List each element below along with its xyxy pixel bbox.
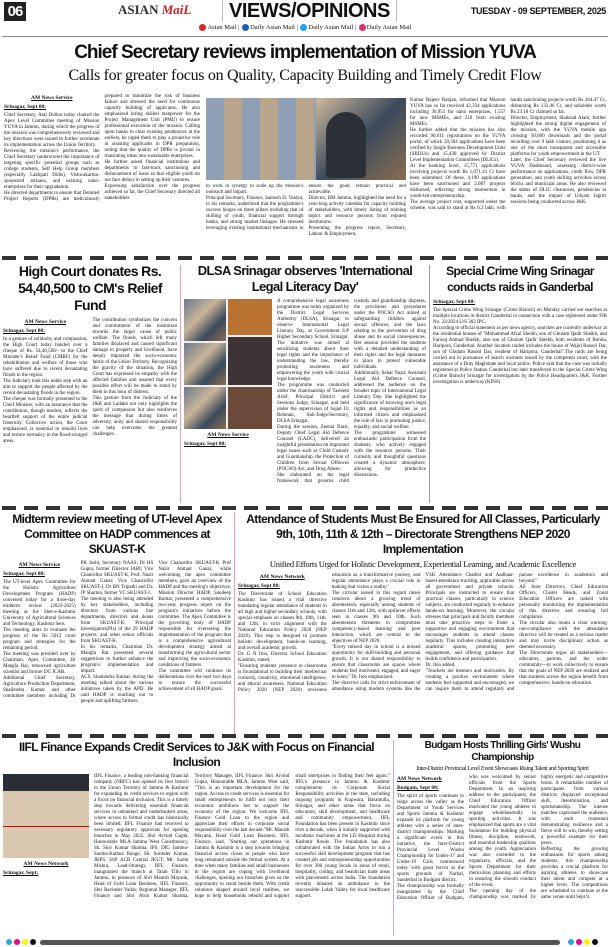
- collage-image: [228, 387, 272, 429]
- column-rule: [429, 265, 430, 503]
- byline: AM News Service: [24, 319, 67, 325]
- article-paragraph: The circular also issues a clear warning: non-compliance with the attendance directive will be treated as a serious matter and may invite disciplinary action as deemed necessary.: [519, 621, 608, 650]
- article-paragraph: During the session, Zeenat Nazir, Deputy Chief Legal Aid Defence Counsel (LADC), delivered an insightful presentation on important legal issues such as Child Custody and Guardianship, the Protection of Children from Sexual Offences (POCSO) Act, and Drug Abuse.: [277, 425, 349, 472]
- attendance-headline: Attendance of Students Must Be Ensured for All Classes, Particularly 9th, 10th, 11th & 12th – Directorate Strengthens NEP 2020 Implementation: [246, 512, 600, 556]
- dateline: Srinagar, Sept 08:: [3, 328, 46, 334]
- iifl-headline: IIFL Finance Expands Credit Services to J&K with Focus on Financial Inclusion: [19, 740, 374, 769]
- attendance-subhead: Unified Efforts Urged for Holistic Development, Experiential Learning, and Academic Excellence: [269, 559, 577, 569]
- article-paragraph: The opening day of the championship was marked by highly energetic and competitive bouts. A remarkable number of participants from various districts displayed exceptional skill, determination, and sportsmanship. The intense matches captivated the audience, with each contestant demonstrating resilience and a fierce will to win, thereby setting a powerful example for their peers.: [469, 775, 608, 900]
- logo-text: ASIAN: [118, 2, 159, 17]
- byline: AM News Network: [397, 776, 442, 782]
- black-registration-dot: [30, 939, 36, 945]
- article-paragraph: The meeting aims to evaluate the progress of the Rs 5012 crore program and strategies for the remaining period.: [3, 628, 76, 651]
- social-twitter[interactable]: Daily Asian Mail: [308, 24, 354, 31]
- hadp-article: [3, 512, 231, 705]
- crime-article: [433, 263, 607, 386]
- print-registration-bar: [40, 940, 560, 945]
- byline: AM News Service: [18, 562, 61, 568]
- social-facebook[interactable]: Daily Asian Mail: [250, 24, 295, 31]
- article-paragraph: The programme witnessed enthusiastic participation from the students, who actively engaged with the resource persons. Their curiosity and thoughtful questions created a dynamic atmosphere, allowing for productive discussions.: [354, 431, 426, 478]
- byline: AM News Service: [207, 432, 249, 438]
- dlsa-photo-collage: [184, 299, 272, 429]
- collage-image: [184, 299, 226, 341]
- dateline: Srinagar, Sept;: [3, 870, 39, 876]
- lead-photo: [206, 98, 406, 180]
- article-paragraph: "Ensuring students' presence in classrooms is foundational to building their intellectual curiosity, creativity, emotional intelligence, and ethical awareness. National Education Policy 2020 (NEP 2020) envisions education as a transformative journey, and regular attendance plays a crucial role in making that vision a reality.": [238, 573, 421, 693]
- page-number: 06: [4, 2, 26, 21]
- article-paragraph: She elaborated on the legal framework that governs child custody and guardianship disputes, the provisions and procedures under the POCSO Act aimed at safeguarding children against sexual offences, and the laws relating to the prevention of drug abuse and its social consequences. Her session provided the students with a detailed understanding of their rights and the legal measures in place to protect vulnerable individuals.: [277, 299, 426, 484]
- highcourt-article: [3, 263, 177, 445]
- article-paragraph: The meeting is also being attended by key stakeholders, including directors from various line departments, directors and deans from SKUAST-K, Principal Investigators(PIs) of the 29 HADP projects, and other senior officials from SKUAST-K.: [80, 597, 154, 644]
- official-portrait-image: [326, 112, 366, 178]
- article-paragraph: The Directorate urges all stakeholders—educators, parents, and the wider community—to work collectively to ensure that the goals of NEP 2020 are realized and that students across the region benefit from comprehensive, hands-on education.: [519, 651, 608, 686]
- article-paragraph: Vice Chancellor SKUAST-K Prof Nazir Ahmad Ganai, while welcoming the apex committee members, gave an overview of the HADP and the meeting's objectives. Mission Director HADP, Sandeep Kumar, presented a comprehensive two-year progress report on the program's initiatives before the committee. The Apex Committee is the governing body of HADP responsible for overseeing the implementation of the program that is a comprehensive agricultural development strategy aimed at transforming the agricultural sector and improving the socio-economic conditions of farmers.: [158, 561, 231, 668]
- article-paragraph: ACS, Shailendra Kumar, during the meeting talked about the various initiatives taken by the APD. He said HADP is reaching out to people and uplifting farmers.: [80, 675, 154, 704]
- magenta-registration-dot: [14, 939, 20, 945]
- yellow-registration-dot: [22, 939, 28, 945]
- article-paragraph: According to official statement as per news agency, searches are currently underway at the residential houses of "Mohammad Afzal Sheikh, son of Ghulam Qadir Sheikh, and Farooq Ahmad Sheikh, also son of Ghulam Qadir Sheikh, both residents of Bonila, Haripora, Ganderbal. Another location raided includes the house of Wajid Rasool Dar, son of Ghulam Rasool Dar, resident of Haripora, Ganderbal".The raids are being carried out in pursuance of search warrants issued by the competent court, with the assistance of a Duty Magistrate and local police. Police said that the case was initially registered at Police Station Ganderbal but later transferred to the Special Crime Wing (Crime Branch) Srinagar for investigation by the Police Headquarters J&K. Further investigation is underway.(KINS): [433, 326, 607, 385]
- article-paragraph: Later, the Chief Secretary reviewed the live YUVA Dashboard, assessing district-wise performance on applications, credit flow, DPR generation, and youth skilling activities across blocks and municipal areas. He also reviewed the status of DLIC clearances, pendencies at banks, and the impact of Udyam Jagriti sessions being conducted across J&K.: [510, 158, 606, 205]
- article-paragraph: At the banking level, 15,771 applications involving projects worth Rs 1,071.43 Cr have been submitted. Of these, 4,190 applications have been sanctioned and 2,087 projects disbursed, reflecting strong momentum in youth-led entrepreneurship.: [410, 164, 506, 199]
- iifl-article: [3, 740, 390, 900]
- article-paragraph: The programme was conducted under the chairmanship of Tasleem Arief, Principal District and Sessions Judge, Srinagar, and held under the supervision of Sajad Ur Rehman, Sub-Judge/Secretary, DLSA Srinagar.: [277, 383, 349, 424]
- article-paragraph: IIFL Finance, a leading non-banking financial company (NBFC) has opened its first branch in the Union Territory of Jammu & Kashmir for expanding its credit services to region with a focus on financial inclusion. This is a timely step towards delivering essential financial services in unbanked and underbanked areas, where access to formal credit has historically been limited. IIFL Finance had received to necessary regulatory approvals for opening branches in May 2025. Shri Arvind Gupta, Honourable MLA Jammu West Constituency, Sh. Shiv Kumar Sharma, IPS, DIG Jammu-Samba-Kathua Range, Sh. Surinder Kumar, JKPS, SSP ACB Central JKUT, Mr. Sumit Mishra, Lead-Strategy, IIFL Finance, inaugurated the branch at Talab Tillo in Jammu, in presence of Shri Manish Mayank, Head of Gold Loan Business, IIFL Finance, Shri Ravinder Yadav, Regional Manager, IIFL Finance and Shri Arun Kumar Sharma, Territory Manager, IIFL Finance. Shri Arvind Gupta, Honourable MLA, Jammu West said, "This is an important development for the region. Access to credit services is essential for small entrepreneurs to fulfil not only their economic ambitions but to support the economy of the region. We welcome IIFL Finance Gold Loan to the region and appreciate their efforts in corporate social responsibility over the last decade."Mr. Manish Mayank, Head Gold Loan Business, IIFL Finance, said, "Starting our operations in Jammu & Kashmir is a step towards bringing financial access closer to people who have long remained outside the formal system. At a time when many families and small businesses in the region are coping with livelihood challenges, opening our branches gives us the opportunity to stand beside them. With credit solutions shaped around local realities, we hope to help households rebuild and support small enterprises in finding their feet again." IIFL's presence in Jammu & Kashmir complements its Corporate Social Responsibility activities in the state, including ongoing programs in Kupwara, Baramulla, Srinagar, and other areas that focus on education, skill development, and healthcare and community empowerment. IIFL Foundation has been present in Kashmir since over a decade, when it initially supported with incubator machines at the LD Hospital during Kashmir floods. The foundation has also collaborated with the Indian Army to run a successful skill development program that has created job and entrepreneurship opportunities for over 300 young locals in areas of retail, hospitality, coding, and beautician trade areas with placements across India. The foundation recently donated an ambulance in the inaccessible Lolab Valley for local healthcare support.: [94, 774, 390, 899]
- article-paragraph: In his remarks, Chairman Dr. Mangla Rai presented several suggestions to further enhance the program's implementation and impact.: [80, 645, 154, 674]
- article-paragraph: Reflecting the growing enthusiasm for sports among students, this championship provides a crucial platform for aspiring athletes to showcase their talent and compete at a higher level. The competitions are scheduled to continue at the same venue until Sept 9.: [541, 847, 608, 900]
- article-paragraph: The contribution symbolizes the concern and commitment of the institution towards the larger cause of public welfare. The floods, which left many families displaced and caused significant damage to property and livelihood, have deeply impacted the socio-economic fabric of the Union Territory. Recognizing the gravity of the situation, the High Court has expressed its empathy with the affected families and assured that every possible effort will be made to stand by them in this hour of distress.: [92, 318, 177, 395]
- iifl-byline-box: [3, 861, 89, 876]
- article-paragraph: All Joint Directors, Chief Education Officers, Cluster Heads, and Zonal Education Officers are tasked with personally monitoring the implementation of this directive and ensuring full compliance.: [519, 585, 608, 620]
- dlsa-body: [277, 299, 426, 485]
- masthead-logo: [118, 2, 191, 18]
- dateline: Srinagar, Sept 08:: [4, 104, 47, 110]
- yellow-registration-dot: [584, 939, 590, 945]
- article-paragraph: The championship was formally inaugurated by the Chief Education Officer of Budgam, who was welcomed by senior officials from the Sports Department. In an inspiring address to the participants, the Chief Education Officer motivated the young athletes to engage wholeheartedly in sporting activities. It was emphasized that sports are a vital foundation for building physical fitness, discipline, teamwork, and essential leadership qualities among the youth. Appreciation was also extended to the organizers, officials, and the Sports Department for their meticulous planning and efforts in ensuring the smooth conduct of the event.: [397, 775, 536, 901]
- column-rule: [393, 740, 394, 936]
- budgam-subhead: Inter-District Provincial Level Event Showcases Rising Talent and Sporting Spirit: [416, 766, 589, 772]
- issue-date: TUESDAY - 09 SEPTEMBER, 2025: [470, 6, 606, 16]
- crime-headline: Special Crime Wing Srinagar conducts raids in Ganderbal: [446, 264, 594, 294]
- article-paragraph: Dr. G N Itoo, Director School Education Kashmir, stated,: [238, 652, 327, 663]
- iifl-inauguration-photo: [3, 774, 89, 858]
- collage-image: [184, 343, 226, 385]
- article-paragraph: The average project cost, supported under the scheme, was said to stand at Rs 6.3 lakh, with banks sanctioning projects worth Rs 264.47 Cr, disbursing Rs 133.46 Cr, and subsidies worth Rs 23.18 Cr claimed so far.: [410, 98, 606, 211]
- article-paragraph: Presenting the progress report, Secretary, Labour & Employment,: [308, 226, 406, 237]
- section-divider: [2, 256, 608, 260]
- byline: AM News Network: [23, 861, 69, 867]
- article-paragraph: Chief Secretary, Atal Dulloo today chaired the Apex Level Committee meeting of Mission YUVA in Jammu, during which the progress of the mission was comprehensively reviewed and key directions were issued to further accelerate its implementation across the Union Territory.: [4, 113, 100, 148]
- article-paragraph: This gesture from the Judiciary of the J&K and Ladakh not only highlights the spirit of compassion but also reinforces the message that during times of adversity, unity and shared responsibility can help overcome the greatest challenges.: [92, 396, 177, 437]
- lead-body-center: [206, 184, 406, 238]
- lead-body-left: [4, 94, 200, 203]
- attendance-article: [238, 512, 608, 694]
- collage-image: [228, 337, 272, 385]
- article-paragraph: to work in synergy to scale up the mission's outreach and impact.: [206, 184, 304, 195]
- byline: AM News Service: [30, 95, 73, 101]
- article-paragraph: He directed departments to ensure that Detailed Project Reports (DPRs) are meticulously prepared to minimize the risk of business failure and stressed the need for continuous capacity building of applicants. He also emphasized hiring skilled manpower for the Project Management Unit (PMU) to ensure professional execution of the mission. Calling upon banks to clear existing pendencies at the earliest, he urged them to play a proactive role in assisting applicants in DPR preparation, noting that the quality of DPRs is pivotal in translating ideas into sustainable enterprises.: [4, 94, 200, 202]
- video-conference-image: [206, 98, 316, 180]
- dateline: Srinagar, Sept 08:: [184, 441, 227, 447]
- instagram-icon: [359, 24, 366, 31]
- dateline: Srinagar, Sept 08:: [238, 583, 281, 589]
- article-paragraph: The spirit of sports continues to surge across the valley as the Department of Youth Services and Sports Jammu & Kashmir expands its platform for young athletes with a series of inter-district championships. Marking a significant event in this initiative, the Inter-District Provincial Level Wushu Championship for Under-17 and Under-19 Girls commenced today with great fervor at the sports grounds of Narbal, Sanderbal in Budgam district.: [397, 794, 464, 883]
- article-paragraph: Kumar Rajeev Ranjan, informed that Mission YUVA has so far received 42,334 applications including 36,951 for nano enterprises, 1,557 for new MSMEs, and 210 from existing MSMEs.: [410, 98, 506, 127]
- cyan-registration-dot: [6, 939, 12, 945]
- dateline: Budgam, Sept 08:: [397, 785, 439, 791]
- article-paragraph: Director, IIM Jammu, highlighted the need for a year-long activity calendar for capacity building of stakeholders, with timely listing of training topics and resource persons from reputed institutions.: [308, 196, 406, 225]
- article-paragraph: The circular issued in this regard raises concerns about a growing trend of absenteeism, especially among students of classes 11th and 12th, with spillover effects seen in classes 9th and 10th. Such absenteeism threatens to compromise competency-based learning and peer interaction, which are central to the objectives of NEP 2020.: [331, 591, 421, 644]
- column-rule: [180, 265, 181, 503]
- byline: AM News Network: [259, 574, 305, 580]
- logo-text-accent: MaiL: [161, 2, 192, 17]
- attendance-body: [238, 573, 608, 694]
- magenta-registration-dot: [576, 939, 582, 945]
- black-registration-dot: [592, 939, 598, 945]
- lead-body-right: [410, 98, 606, 212]
- iifl-body: [94, 774, 390, 900]
- dlsa-article: [184, 263, 426, 485]
- article-paragraph: In a gesture of solidarity and compassion, the High Court today handed over a cheque of Rs. 54,40,500/- to the Chief Minister's Relief Fund (CMRF) for the rehabilitation and welfare of those who have suffered due to recent devastating floods in the region.: [3, 337, 88, 378]
- dlsa-byline-box: [184, 432, 272, 447]
- hadp-headline: Midterm review meeting of UT-level Apex Committee on HADP commences at SKUAST-K: [12, 512, 222, 556]
- dlsa-photo-column: [184, 299, 272, 450]
- section-divider: [2, 506, 608, 510]
- crime-body: [433, 299, 607, 386]
- article-paragraph: The meeting was presided over by Chairman, Apex Committee, Dr Mangla Rai, renowned agriculture scientist and former DG ICAR.: [3, 652, 76, 675]
- budgam-article: [397, 740, 608, 902]
- article-paragraph: A comprehensive legal awareness programme was today organized by the District Legal Services Authority (DLSA), Srinagar, to observe International Legal Literacy Day, at Government S.P Higher Secondary School, Srinagar.: [277, 299, 349, 340]
- social-youtube[interactable]: Asian Mail: [207, 24, 237, 31]
- article-paragraph: The Special Crime Wing Srinagar (Crime Branch) on Monday carried out searches at multiple locations in district Ganderbal in connection with a case registered under FIR No. 23/2024 U/S 302 IPC.: [433, 308, 607, 325]
- dateline: Srinagar, Sept 08:: [433, 299, 476, 305]
- article-paragraph: Director, Employment, Shahzad Alam, further highlighted the strong digital engagement of the mission, with the YUVA mobile app crossing 50,000 downloads and the portal recording over 9 lakh visitors, positioning it as one of the most transparent and accessible platforms for youth empowerment in the UT.: [510, 116, 606, 157]
- collage-image: [184, 387, 226, 429]
- article-paragraph: Dr. Itoo added,: [425, 663, 456, 668]
- budgam-body: [397, 775, 608, 902]
- article-paragraph: Additional Chief Secretary, Agriculture Production Department, Shailendra Kumar and other committee members including Dr PK Joshi, Secretary NAAS; Dr HS Gupta, former Director IARI; Vice Chancellor SKUAST-K, Prof. Nazir Ahmad Ganai; Vice Chancellor SKUAST-J, Dr BN Tripathi and Dr. JP Sharma, former VC SKUAST-J.: [3, 561, 154, 699]
- article-paragraph: The Directorate of School Education Kashmir has issued a vital directive mandating regular attendance of students in all high and higher secondary schools, with special emphasis on classes 9th, 10th, 11th, and 12th, in strict alignment with the National Education Policy 2020 (NEP 2020). This step is designed to promote holistic development, hands-on learning, and overall academic growth.: [238, 592, 327, 651]
- social-links: Asian Mail | Daily Asian Mail | Daily Asian Mail | Daily Asian Mail: [0, 24, 610, 31]
- article-paragraph: The Judiciary took this noble step with an aim to support the people affected by the recent devastating floods in the region.: [3, 379, 88, 396]
- article-paragraph: He further added that the mission has also recorded 90,611 registrations on the YUVA portal, of which 20,304 applications have been verified by Single Business Development Units (SBDUs) and 15,438 approved by District Level Implementation Committees (DLICs).: [410, 128, 506, 163]
- cyan-registration-dot: [568, 939, 574, 945]
- twitter-icon: [300, 24, 307, 31]
- article-paragraph: Expressing satisfaction over the progress achieved so far, the Chief Secretary directed all stakeholders: [104, 184, 200, 201]
- dlsa-headline: DLSA Srinagar observes 'International Legal Literacy Day': [197, 263, 413, 294]
- dateline: Srinagar, Sept 08:: [3, 571, 46, 577]
- column-rule: [234, 512, 235, 734]
- lead-headline: Chief Secretary reviews implementation of Mission YUVA: [74, 42, 536, 63]
- article-paragraph: Principal Secretary, Finance, Santosh D. Vaidya, in his remarks, underlined that the programme's success hinges on three pillars including that of skilling of youth, financial support through banks, and strong market linkages. He stressed leveraging existing institutional mechanisms to ensure the goals remain practical and achievable.: [206, 184, 406, 231]
- article-paragraph: The committee will continue its deliberations over the next two days to ensure the successful achievement of all HADP goals.: [158, 669, 231, 692]
- highcourt-headline: High Court donates Rs. 54,40,500 to CM's Relief Fund: [18, 263, 162, 313]
- highcourt-body: [3, 318, 177, 445]
- article-paragraph: The initiative was aimed at sensitizing students about their legal rights and the importance of understanding the law, thereby promoting awareness and empowering the youth with crucial legal knowledge.: [277, 341, 349, 382]
- article-paragraph: "Every missed day in school is a missed opportunity for skill-building and personal growth. It is our shared responsibility to ensure that classrooms are spaces where students feel motivated, engaged, and eager to learn," Dr. Itoo emphasized.: [331, 645, 421, 680]
- lead-subhead: Calls for greater focus on Quality, Capacity Building and Timely Credit Flow: [68, 67, 542, 84]
- iifl-photo-column: [3, 774, 89, 879]
- hadp-body: [3, 561, 231, 705]
- section-title: VIEWS/OPINIONS: [222, 0, 397, 22]
- ribbon: [3, 826, 89, 827]
- article-paragraph: The UT-level Apex Committee for the Holistic Agriculture Development Program (HADP) convened today for a three-day midterm review (2023-2025) meeting at the Sher-e-Kashmir University of Agricultural Sciences and Technology, Kashmir here.: [3, 580, 76, 627]
- header-rule: [2, 36, 608, 37]
- collage-image: [228, 299, 272, 335]
- article-paragraph: Additionally, Sehar Nazir, Assistant Legal Aid Defence Counsel, addressed the audience on the broader topic of International Legal Literacy Day. She highlighted the significance of knowing one's legal rights and responsibilities as an informed citizen and emphasized the role of law in promoting justice, equality, and social welfare.: [354, 371, 426, 430]
- article-paragraph: The cheque was formally presented to the Chief Minister, with an assurance that the contribution, though modest, reflects the heartfelt support of the entire judicial fraternity. Collective action, the Court emphasized, is essential to rebuild lives and restore normalcy in the flood-ravaged areas.: [3, 397, 88, 444]
- article-paragraph: "Teachers are mentors and motivators. By creating a positive environment where students feel supported and encouraged, we can inspire them to attend regularly and pursue excellence in academics and beyond.": [425, 573, 608, 692]
- budgam-headline: Budgam Hosts Thrilling Girls' Wushu Championship: [424, 740, 581, 763]
- article-paragraph: The directive calls for strict enforcement of attendance using modern systems like the VSK Attendance Chatbot and Aadhaar-based attendance tracking, applicable across all government and private schools. Principals are instructed to ensure that practical classes, particularly in science subjects, are conducted regularly to enhance hands-on learning. Moreover, the circular stresses that principals and faculty members must take proactive steps to foster a supportive and engaging environment that encourages students to attend classes regularly. This includes creating interactive academic spaces, promoting peer engagement, and offering guidance that builds confidence and participation.: [331, 573, 515, 692]
- social-instagram[interactable]: Daily Asian Mail: [366, 24, 412, 31]
- article-paragraph: Reviewing the mission's performance, the Chief Secretary underscored the importance of targeting specific potential groups such as college students, Self Help Group members (especially Lakhpati Didis), Vishwakarma-sponsored artisans, and existing nano-enterprises for their upgradation.: [4, 149, 100, 190]
- section-divider: [2, 734, 608, 738]
- facebook-icon: [242, 24, 249, 31]
- article-paragraph: He further asked financial institutions and departments to fast-track sanctioning and disbursement of loans so that eligible youth do not face delays in setting up their ventures.: [104, 160, 200, 183]
- youtube-icon: [199, 24, 206, 31]
